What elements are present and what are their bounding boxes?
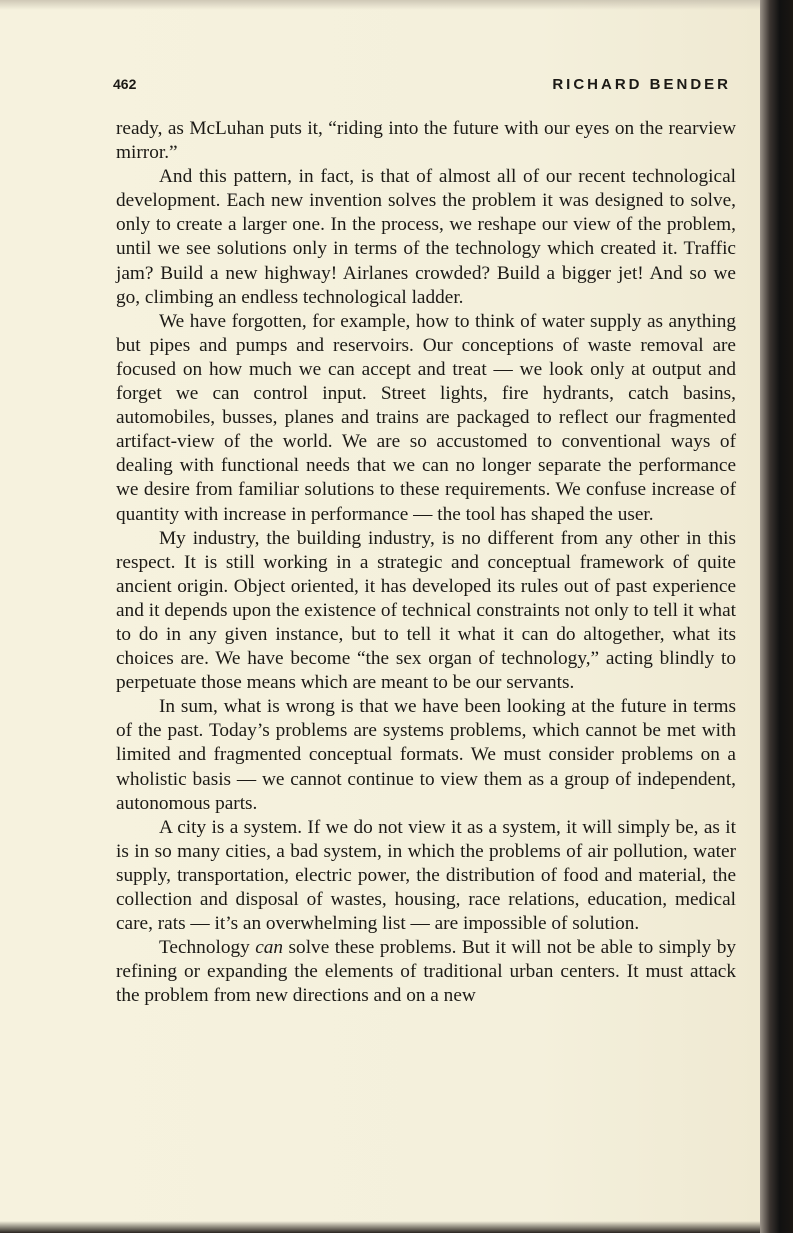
body-text [116,117,736,1008]
paragraph-text: Technology [159,937,256,959]
page-bottom-shadow [0,1221,760,1233]
running-head-author: RICHARD BENDER [552,76,731,93]
paragraph-text: And this pattern, in fact, is that of almost all of our recent technological development. Each new invention solves the problem it was designed to solve, only to create a larger one. In the process, we reshape our view of the problem, until we see solutions only in terms of the technology which created it. Traffic jam? Build a new highway! Airlanes crowded? Build a bigger jet! And so we go, climbing an endless technological ladder. [116,166,736,308]
paragraph-text: solve these problems. But it will not be able to simply by refining or expanding the elements of traditional urban centers. It must attack the problem from new directions and on a new [116,937,736,1007]
paragraph-5 [116,695,736,815]
running-head [113,74,731,98]
paragraph-text: My industry, the building industry, is no different from any other in this respect. It is still working in a strategic and conceptual framework of quite ancient origin. Object oriented, it has developed its rules out of past experience and it depends upon the existence of technical constraints not only to tell it what to do in any given instance, but to tell it what it can do altogether, what its choices are. We have become “the sex organ of technology,” acting blindly to perpetuate those means which are meant to be our servants. [116,527,736,694]
emphasized-text: can [255,937,284,959]
paragraph-6 [116,816,736,936]
page-top-shadow [0,0,760,10]
paragraph-7 [116,936,736,1008]
paragraph-2 [116,165,736,310]
paragraph-text: We have forgotten, for example, how to think of water supply as anything but pipes and pumps and reservoirs. Our conceptions of waste removal are focused on how much we can accept and treat — we look only at output and forget we can control input. Street lights, fire hydrants, catch basins, automobiles, busses, planes and trains are packaged to reflect our fragmented artifact-view of the world. We are so accustomed to conventional ways of dealing with functional needs that we can no longer separate the performance we desire from familiar solutions to these requirements. We confuse increase of quantity with increase in performance — the tool has shaped the user. [116,310,736,525]
page-number: 462 [113,76,137,92]
paragraph-text: ready, as McLuhan puts it, “riding into the future with our eyes on the rearview mirror.” [116,118,736,164]
paragraph-4 [116,527,736,696]
paragraph-1 [116,117,736,165]
paragraph-text: A city is a system. If we do not view it as a system, it will simply be, as it is in so many cities, a bad system, in which the problems of air pollution, water supply, transportation, electric power, the distribution of food and material, the collection and disposal of wastes, housing, race relations, education, medical care, rats — it’s an overwhelming list — are impossible of solution. [116,816,736,935]
paragraph-text: In sum, what is wrong is that we have been looking at the future in terms of the past. Today’s problems are systems problems, which cannot be met with limited and fragmented conceptual formats. We must consider problems on a wholistic basis — we cannot continue to view them as a group of independent, autonomous parts. [116,696,736,814]
paragraph-3 [116,310,736,527]
book-gutter-edge [760,0,793,1233]
